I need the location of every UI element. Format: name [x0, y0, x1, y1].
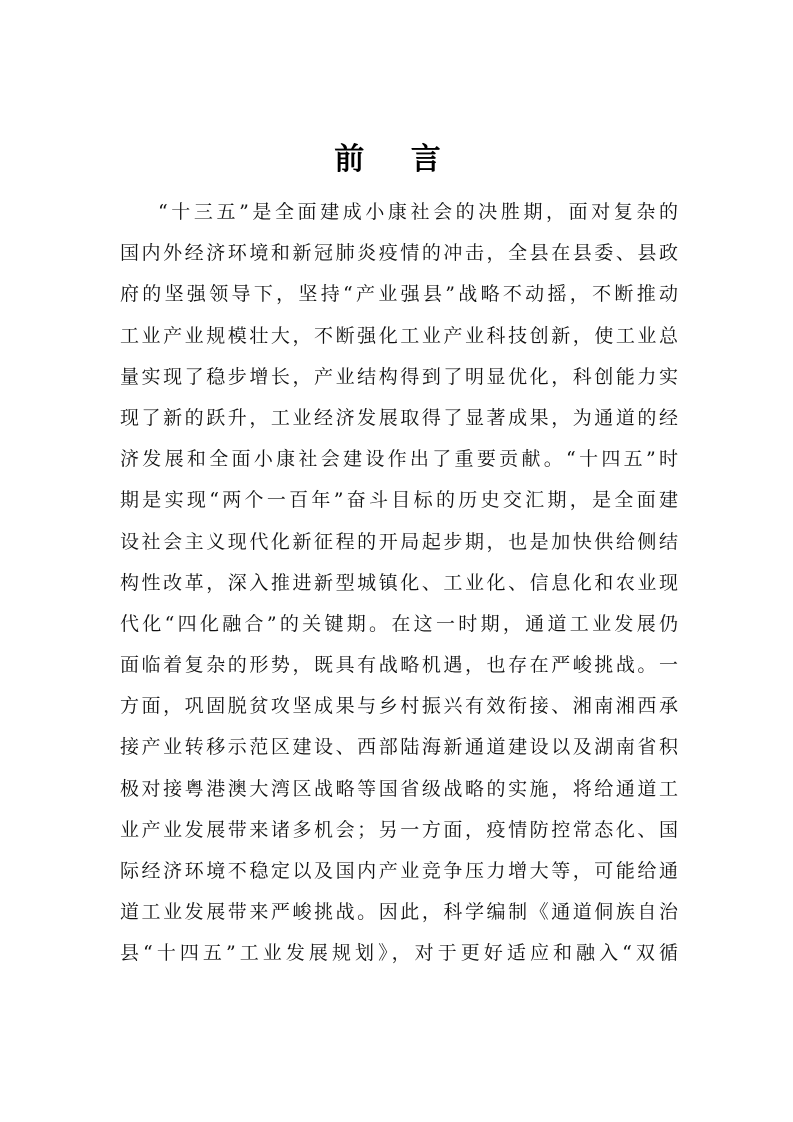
text-line: 工业产业规模壮大，不断强化工业产业科技创新，使工业总 [120, 324, 678, 347]
text-line: 期是实现“两个一百年”奋斗目标的历史交汇期，是全面建 [120, 489, 678, 512]
preface-body [120, 192, 678, 975]
text-line: 极对接粤港澳大湾区战略等国省级战略的实施，将给通道工 [120, 777, 678, 800]
text-line: 济发展和全面小康社会建设作出了重要贡献。“十四五”时 [120, 448, 678, 471]
text-line: 接产业转移示范区建设、西部陆海新通道建设以及湖南省积 [120, 736, 678, 759]
page-title: 前 言 [334, 142, 459, 177]
text-line: 国内外经济环境和新冠肺炎疫情的冲击，全县在县委、县政 [120, 242, 678, 265]
text-line: 道工业发展带来严峻挑战。因此，科学编制《通道侗族自治 [120, 901, 678, 924]
text-line: 县“十四五”工业发展规划》，对于更好适应和融入“双循 [120, 942, 678, 965]
text-line: 代化“四化融合”的关键期。在这一时期，通道工业发展仍 [120, 612, 678, 635]
text-line: 府的坚强领导下，坚持“产业强县”战略不动摇，不断推动 [120, 283, 678, 306]
text-line: 设社会主义现代化新征程的开局起步期，也是加快供给侧结 [120, 530, 678, 553]
text-line: 方面，巩固脱贫攻坚成果与乡村振兴有效衔接、湘南湘西承 [120, 695, 678, 718]
text-line: 量实现了稳步增长，产业结构得到了明显优化，科创能力实 [120, 365, 678, 388]
text-line: 面临着复杂的形势，既具有战略机遇，也存在严峻挑战。一 [120, 654, 678, 677]
text-line: 业产业发展带来诸多机会；另一方面，疫情防控常态化、国 [120, 818, 678, 841]
text-line: 现了新的跃升，工业经济发展取得了显著成果，为通道的经 [120, 406, 678, 429]
text-line: 构性改革，深入推进新型城镇化、工业化、信息化和农业现 [120, 571, 678, 594]
text-line: “十三五”是全面建成小康社会的决胜期，面对复杂的 [158, 201, 678, 223]
text-line: 际经济环境不稳定以及国内产业竞争压力增大等，可能给通 [120, 860, 678, 882]
